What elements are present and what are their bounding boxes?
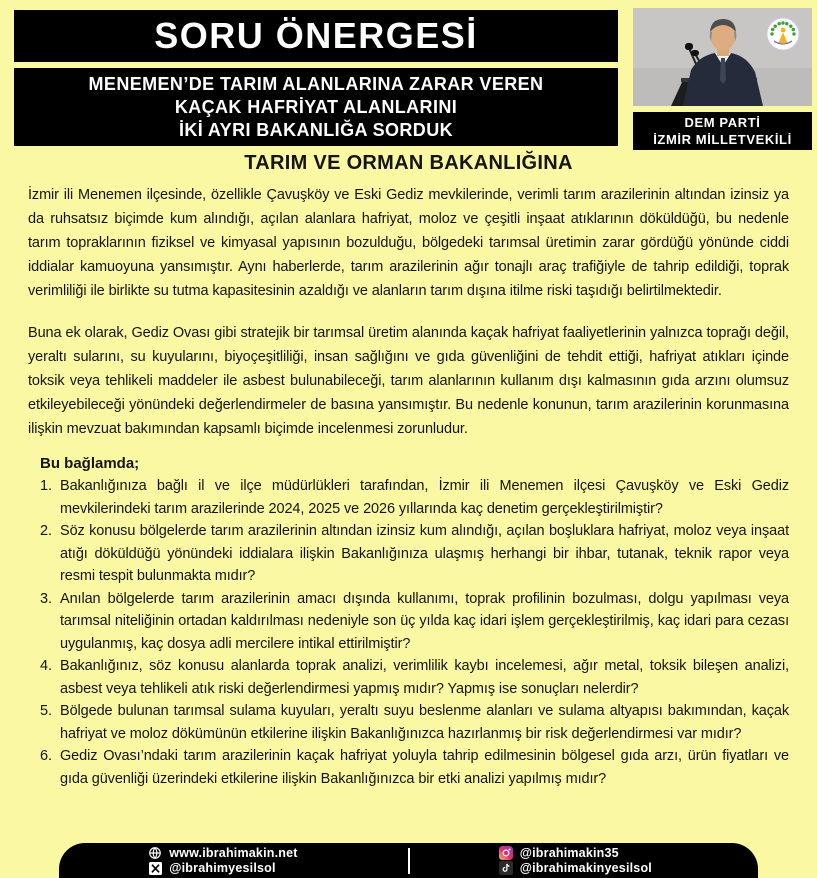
website-row bbox=[148, 846, 318, 860]
subtitle-line: İKİ AYRI BAKANLIĞA SORDUK bbox=[178, 119, 453, 140]
footer-left-column bbox=[59, 846, 408, 875]
question-number: 5. bbox=[40, 703, 52, 719]
question-number: 2. bbox=[40, 523, 52, 539]
deputy-photo bbox=[633, 8, 812, 106]
x-icon bbox=[148, 861, 162, 875]
question-item bbox=[40, 475, 789, 520]
motion-body bbox=[28, 152, 789, 790]
party-logo bbox=[767, 18, 799, 50]
page-title: SORU ÖNERGESİ bbox=[154, 15, 478, 56]
question-item bbox=[40, 700, 789, 745]
x-row bbox=[148, 861, 318, 875]
party-caption bbox=[633, 112, 812, 150]
question-number: 1. bbox=[40, 478, 52, 494]
instagram-handle: @ibrahimakin35 bbox=[519, 846, 619, 860]
globe-icon bbox=[148, 846, 162, 860]
question-text: Bakanlığınıza bağlı il ve ilçe müdürlükleri tarafından, İzmir ili Menemen ilçesi Çavuşköy ve Eski Gediz mevkilerindeki tarım arazilerinde 2024, 2025 ve 2026 yıllarında kaç denetim gerçekleştirilmiştir? bbox=[60, 478, 789, 517]
header-subtitle-box bbox=[14, 68, 618, 146]
question-text: Gediz Ovası’ndaki tarım arazilerinin kaçak hafriyat yoluyla tahrip edilmesinin bölgesel gıda arzı, ürün fiyatları ve gıda güvenliği üzerindeki etkilerine ilişkin Bakanlığınızca bir etki analizi yapılmış mıdır? bbox=[60, 748, 789, 787]
subtitle-line: MENEMEN’DE TARIM ALANLARINA ZARAR VEREN bbox=[88, 73, 544, 94]
question-number: 6. bbox=[40, 748, 52, 764]
footer-right-column bbox=[410, 846, 759, 875]
question-item bbox=[40, 745, 789, 790]
website-url: www.ibrahimakin.net bbox=[169, 846, 298, 860]
header-title-bar bbox=[14, 10, 618, 62]
tiktok-handle: @ibrahimakinyesilsol bbox=[519, 861, 652, 875]
paragraph-1: İzmir ili Menemen ilçesinde, özellikle Çavuşköy ve Eski Gediz mevkilerinde, verimli tarım arazilerinin altından izinsiz ya da ruhsatsız biçimde kum alındığı, açılan alanlara hafriyat, moloz ve çeşitli inşaat atıklarının döküldüğü, bu nedenle tarım topraklarının fiziksel ve kimyasal yapısının bozulduğu, bölgedeki tarımsal üretimin zarar gördüğü yönünde ciddi iddialar kamuoyuna yansımıştır. Aynı haberlerde, tarım arazilerinin ağır tonajlı araç trafiğiyle de tahrip edildiği, toprak verimliliği ile birlikte su tutma kapasitesinin azaldığı ve alanların tarım dışına itilme riski taşıdığı belirtilmektedir. bbox=[28, 187, 789, 299]
instagram-icon bbox=[499, 846, 513, 860]
subtitle-line: KAÇAK HAFRİYAT ALANLARINI bbox=[174, 96, 458, 117]
social-footer-bar bbox=[59, 843, 758, 878]
tiktok-icon bbox=[499, 861, 513, 875]
deputy-role: İZMİR MİLLETVEKİLİ bbox=[653, 132, 792, 147]
instagram-row bbox=[499, 846, 669, 860]
question-text: Anılan bölgelerde tarım arazilerinin amacı dışında kullanımı, toprak profilinin bozulması, dolgu yapılması veya tarımsal niteliğinin ortadan kaldırılması nedeniyle son üç yılda kaç idari işlem gerçekleştirilmiş, kaç idari para cezası uygulanmış, kaç dosya adli mercilere intikal ettirilmiştir? bbox=[60, 590, 789, 652]
recipient-title: TARIM VE ORMAN BAKANLIĞINA bbox=[244, 152, 573, 174]
question-text: Bölgede bulunan tarımsal sulama kuyuları, yeraltı suyu beslenme alanları ve sulama altyapısı bakımından, kaçak hafriyat ve moloz dökümünün etkilerine ilişkin Bakanlığınızca hazırlanmış bir risk değerlendirmesi var mıdır? bbox=[60, 703, 789, 742]
question-number: 4. bbox=[40, 658, 52, 674]
question-item bbox=[40, 655, 789, 700]
party-name: DEM PARTİ bbox=[684, 115, 761, 130]
question-number: 3. bbox=[40, 590, 52, 607]
deputy-photo-illustration bbox=[633, 8, 812, 106]
tiktok-row bbox=[499, 861, 669, 875]
question-item bbox=[40, 588, 789, 656]
question-list bbox=[40, 475, 789, 790]
question-text: Bakanlığınız, söz konusu alanlarda toprak analizi, verimlilik kaybı incelemesi, ağır metal, toksik bileşen analizi, asbest veya tehlikeli atık riski değerlendirmesi yapmış mıdır? Yapmış ise sonuçları nelerdir? bbox=[60, 658, 789, 697]
list-intro: Bu bağlamda; bbox=[40, 455, 140, 472]
question-text: Söz konusu bölgelerde tarım arazilerinin altından izinsiz kum alındığı, açılan boşluklara hafriyat, moloz veya inşaat atığı döküldüğü yönündeki iddialara ilişkin Bakanlığınıza ulaşmış herhangi bir ihbar, tutanak, teknik rapor veya resmi tespit bulunmakta mıdır? bbox=[60, 523, 789, 584]
paragraph-2: Buna ek olarak, Gediz Ovası gibi stratejik bir tarımsal üretim alanında kaçak hafriyat faaliyetlerinin yalnızca toprağı değil, yeraltı sularını, su kuyularını, biyoçeşitliliği, insan sağlığını ve gıda güvenliğini de tehdit ettiği, hafriyat atıkları içinde toksik veya tehlikeli maddeler ile asbest bulunabileceği, tarım alanlarının kullanım dışı kalmasının gıda arzını olumsuz etkileyebileceği yönündeki değerlendirmeler de basına yansımıştır. Bu nedenle konunun, tarım arazilerinin korunmasına ilişkin mevzuat bakımından kapsamlı biçimde incelenmesi zorunludur. bbox=[28, 325, 789, 437]
question-item bbox=[40, 520, 789, 588]
x-handle: @ibrahimyesilsol bbox=[169, 861, 276, 875]
